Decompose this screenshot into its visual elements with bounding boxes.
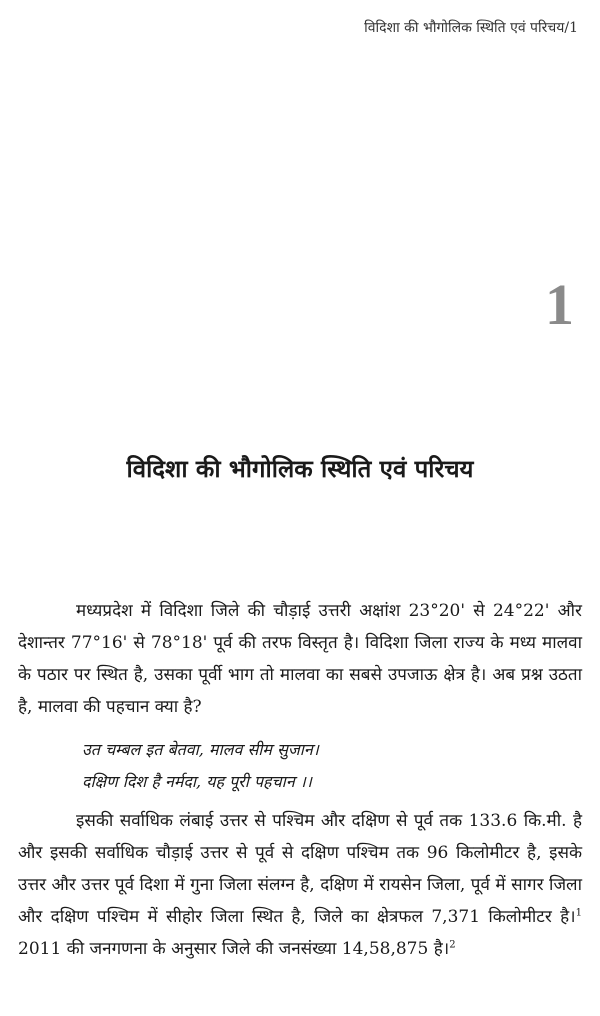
chapter-number: 1 xyxy=(545,272,574,337)
footnote-reference-2: 2 xyxy=(449,939,456,951)
paragraph-1-text: मध्यप्रदेश में विदिशा जिले की चौड़ाई उत्तरी अक्षांश 23°20' से 24°22' और देशान्तर 77°16' से 78°18' पूर्व की तरफ विस्तृत है। विदिशा जिला राज्य के मध्य मालवा के पठार पर स्थित है, उसका पूर्वी भाग तो मालवा का सबसे उपजाऊ क्षेत्र है। अब प्रश्न उठता है, मालवा की पहचान क्या है? xyxy=(18,601,582,717)
verse-line-2: दक्षिण दिश है नर्मदा, यह पूरी पहचान ।। xyxy=(82,772,312,791)
paragraph-2-tail: 2011 की जनगणना के अनुसार जिले की जनसंख्या 14,58,875 है। xyxy=(18,939,450,959)
verse-line-1: उत चम्बल इत बेतवा, मालव सीम सुजान। xyxy=(82,740,319,759)
footnote-reference-1: 1 xyxy=(575,907,582,919)
paragraph-2-text: इसकी सर्वाधिक लंबाई उत्तर से पश्चिम और दक्षिण से पूर्व तक 133.6 कि.मी. है और इसकी सर्वाधिक चौड़ाई उत्तर से पूर्व से दक्षिण पश्चिम तक 96 किलोमीटर है, इसके उत्तर और उत्तर पूर्व दिशा में गुना जिला संलग्न है, दक्षिण में रायसेन जिला, पूर्व में सागर जिला और दक्षिण पश्चिम में सीहोर जिला स्थित है, जिले का क्षेत्रफल 7,371 किलोमीटर है। xyxy=(18,811,582,927)
chapter-title: विदिशा की भौगोलिक स्थिति एवं परिचय xyxy=(126,454,474,483)
paragraph-1 xyxy=(18,595,582,723)
running-header: विदिशा की भौगोलिक स्थिति एवं परिचय/1 xyxy=(364,20,578,36)
paragraph-2 xyxy=(18,805,582,965)
